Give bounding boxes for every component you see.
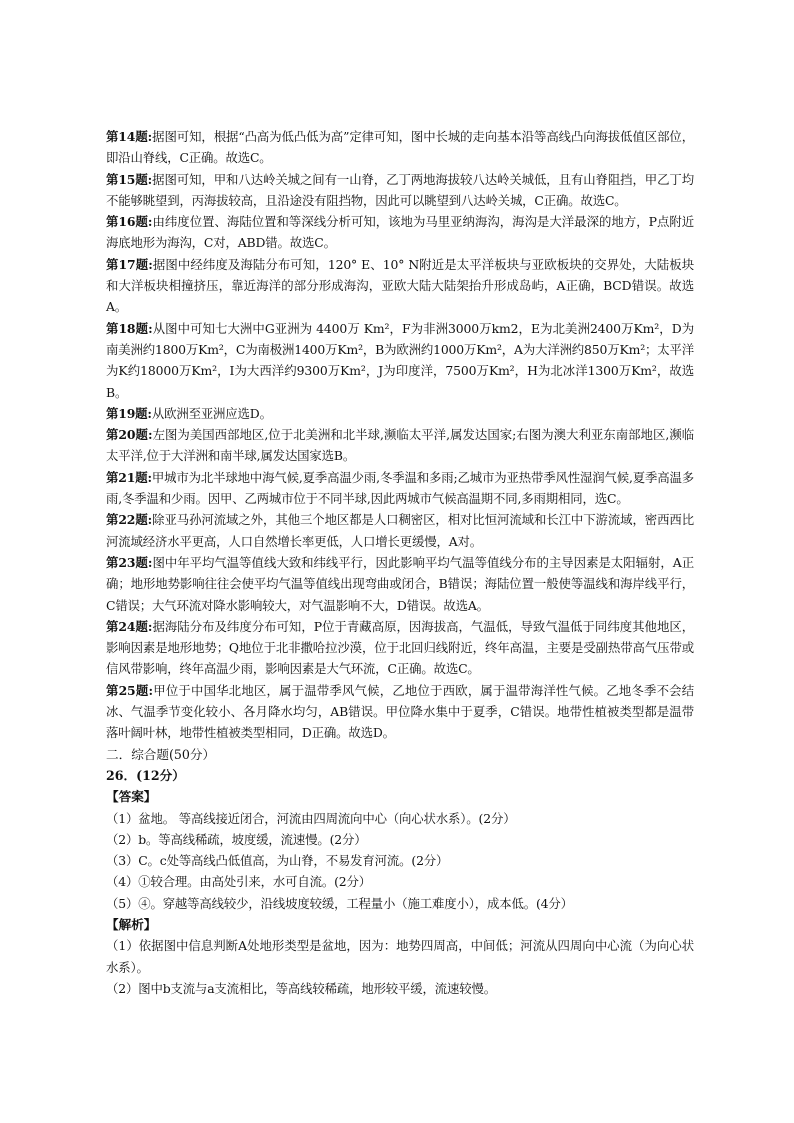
question-26-heading: 26．(12分） bbox=[106, 767, 185, 783]
analysis-label: 【解析】 bbox=[106, 916, 157, 932]
answer-line-1: （1）盆地。 等高线接近闭合，河流由四周流向中心（向心状水系）。(2分） bbox=[106, 810, 516, 826]
item-label: 第24题: bbox=[106, 618, 153, 634]
answer-item-19 bbox=[106, 403, 694, 424]
item-text: 从欧洲至亚洲应选D。 bbox=[151, 405, 272, 421]
answer-item-22 bbox=[106, 509, 694, 552]
analysis-line-1: （1）依据图中信息判断A处地形类型是盆地，因为：地势四周高，中间低；河流从四周向中心流（为向心状水系）。 bbox=[106, 938, 694, 975]
answer-line-2: （2）b。等高线稀疏，坡度缓，流速慢。(2分） bbox=[106, 831, 367, 847]
answer-line-3: （3）C。c处等高线凸低值高，为山脊，不易发育河流。(2分） bbox=[106, 853, 449, 869]
answer-line-5: （5）④。穿越等高线较少，沿线坡度较缓，工程量小（施工难度小），成本低。(4分） bbox=[106, 895, 573, 911]
item-label: 第16题: bbox=[106, 214, 153, 230]
item-text: 据图中经纬度及海陆分布可知，120° E、10° N附近是太平洋板块与亚欧板块的交界处，大陆板块和大洋板块相撞挤压，靠近海洋的部分形成海沟，亚欧大陆大陆架抬升形成岛屿，A正确，BCD错误。故选A。 bbox=[106, 256, 694, 315]
answer-item-21 bbox=[106, 467, 694, 510]
item-text: 左图为美国西部地区,位于北美洲和北半球,濒临太平洋,属发达国家;右图为澳大利亚东南部地区,濒临太平洋,位于大洋洲和南半球,属发达国家选B。 bbox=[106, 427, 694, 464]
analysis-line-2: （2）图中b支流与a支流相比，等高线较稀疏，地形较平缓，流速较慢。 bbox=[106, 980, 496, 996]
item-label: 第25题: bbox=[106, 682, 153, 698]
answer-line-4: （4）①较合理。由高处引来，水可自流。(2分） bbox=[106, 874, 371, 890]
item-label: 第23题: bbox=[106, 554, 153, 570]
answer-label: 【答案】 bbox=[106, 789, 157, 805]
item-label: 第19题: bbox=[106, 405, 152, 421]
item-label: 第14题: bbox=[106, 129, 153, 144]
answer-item-17 bbox=[106, 254, 694, 318]
item-label: 第15题: bbox=[106, 171, 153, 187]
item-label: 第18题: bbox=[106, 320, 153, 336]
item-text: 据海陆分布及纬度分布可知，P位于青藏高原，因海拔高，气温低，导致气温低于同纬度其他地区，影响因素是地形地势；Q地位于北非撒哈拉沙漠，位于北回归线附近，终年高温，主要是受副热带高气压带或信风带影响，终年高温少雨，影响因素是大气环流，C正确。故选C。 bbox=[106, 618, 694, 677]
answer-item-25 bbox=[106, 680, 694, 744]
answer-item-15 bbox=[106, 169, 694, 212]
item-text: 甲城市为北半球地中海气候,夏季高温少雨,冬季温和多雨;乙城市为亚热带季风性湿润气候,夏季高温多雨,冬季温和少雨。因甲、乙两城市位于不同半球,因此两城市气候高温期不同,多雨期相同，选C。 bbox=[106, 469, 694, 507]
item-label: 第20题: bbox=[106, 427, 153, 443]
item-text: 图中年平均气温等值线大致和纬线平行，因此影响平均气温等值线分布的主导因素是太阳辐射，A正确；地形地势影响往往会使平均气温等值线出现弯曲或闭合，B错误；海陆位置一般使等温线和海岸线平行，C错误；大气环流对降水影响较大，对气温影响不大，D错误。故选A。 bbox=[106, 554, 694, 613]
document-page bbox=[106, 126, 694, 999]
item-label: 第17题: bbox=[106, 256, 153, 272]
item-text: 从图中可知七大洲中G亚洲为 4400万 Km²，F为非洲3000万km2，E为北美洲2400万Km²，D为南美洲约1800万Km²，C为南极洲1400万Km²，B为欧洲约1000万Km²，A为大洋洲约850万Km²；太平洋为K约18000万Km²，I为大西洋约9300万Km²，J为印度洋，7500万Km²，H为北冰洋1300万Km²，故选B。 bbox=[106, 320, 694, 400]
item-text: 据图可知，根据“凸高为低凸低为高”定律可知，图中长城的走向基本沿等高线凸向海拔低值区部位，即沿山脊线，C正确。故选C。 bbox=[106, 129, 694, 166]
item-text: 据图可知，甲和八达岭关城之间有一山脊，乙丁两地海拔较八达岭关城低，且有山脊阻挡，甲乙丁均不能够眺望到，丙海拔较高，且沿途没有阻挡物，因此可以眺望到八达岭关城，C正确。故选C。 bbox=[106, 171, 694, 208]
item-text: 由纬度位置、海陆位置和等深线分析可知，该地为马里亚纳海沟，海沟是大洋最深的地方，P点附近海底地形为海沟，C对，ABD错。故选C。 bbox=[106, 214, 694, 251]
item-text: 甲位于中国华北地区，属于温带季风气候，乙地位于西欧，属于温带海洋性气候。乙地冬季不会结冰、气温季节变化较小、各月降水均匀，AB错误。甲位降水集中于夏季，C错误。地带性植被类型都是温带落叶阔叶林，地带性植被类型相同，D正确。故选D。 bbox=[106, 682, 694, 741]
item-label: 第21题: bbox=[106, 469, 152, 485]
answer-item-14 bbox=[106, 126, 694, 169]
answer-item-20 bbox=[106, 424, 694, 467]
answer-item-18 bbox=[106, 318, 694, 403]
answer-item-24 bbox=[106, 616, 694, 680]
item-label: 第22题: bbox=[106, 512, 153, 528]
section-title: 二．综合题(50分） bbox=[106, 746, 216, 762]
answer-item-16 bbox=[106, 211, 694, 254]
answer-item-23 bbox=[106, 552, 694, 616]
item-text: 除亚马孙河流域之外，其他三个地区都是人口稠密区，相对比恒河流域和长江中下游流域，密西西比河流域经济水平更高，人口自然增长率更低，人口增长更缓慢，A对。 bbox=[106, 512, 694, 549]
